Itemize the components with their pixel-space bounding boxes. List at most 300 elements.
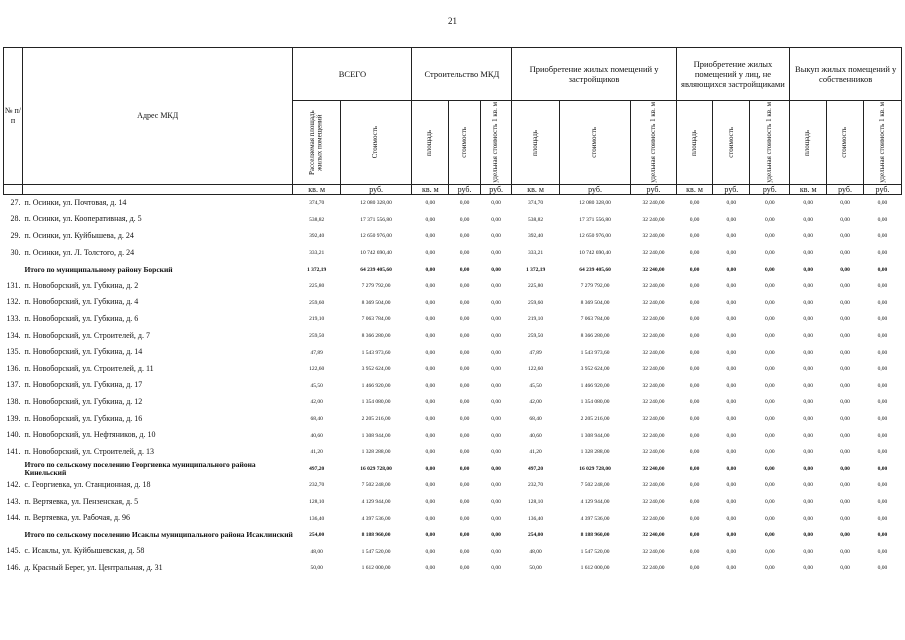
value-cell: 0,00 [491, 498, 501, 505]
value-cell: 4 129 944,00 [361, 498, 391, 505]
value-cell: 2 205 216,00 [580, 415, 610, 422]
unit-sqm: кв. м [412, 185, 449, 195]
value-cell: 4 129 944,00 [580, 498, 610, 505]
value-cell: 7 502 248,00 [580, 482, 610, 489]
value-cell: 8 369 504,00 [580, 299, 610, 306]
value-cell: 0,00 [877, 482, 888, 489]
value-cell: 0,00 [764, 283, 775, 290]
value-cell: 0,00 [689, 415, 700, 422]
value-cell: 17 371 556,80 [579, 216, 611, 223]
value-cell: 136,40 [309, 515, 325, 522]
value-cell: 0,00 [840, 233, 850, 240]
row-number: 135. [6, 347, 21, 357]
value-cell: 0,00 [726, 366, 737, 373]
value-cell: 0,00 [726, 415, 737, 422]
value-cell: 122,60 [528, 366, 544, 373]
value-cell: 0,00 [726, 532, 737, 539]
subtotal-label: Итого по сельскому поселению Георгиевка муниципального района Кинельский [24, 459, 256, 477]
value-cell: 0,00 [491, 415, 501, 422]
address-cell: п. Новоборский, ул. Губкина, д. 2 [24, 280, 139, 290]
value-cell: 16 029 728,00 [579, 465, 611, 472]
value-cell: 0,00 [877, 333, 888, 340]
value-cell: 32 240,00 [642, 349, 665, 356]
unit-rub: руб. [449, 185, 481, 195]
value-cell: 0,00 [459, 565, 470, 572]
table-row [4, 245, 902, 262]
value-cell: 0,00 [425, 283, 436, 290]
address-cell: п. Осинки, ул. Куйбышева, д. 24 [24, 231, 134, 241]
value-cell: 68,40 [310, 415, 323, 422]
value-cell: 128,10 [309, 498, 325, 505]
value-cell: 0,00 [840, 299, 850, 306]
value-cell: 32 240,00 [642, 316, 665, 323]
value-cell: 0,00 [491, 366, 501, 373]
value-cell: 0,00 [764, 399, 775, 406]
value-cell: 0,00 [877, 498, 888, 505]
table-row [4, 228, 902, 245]
group-buyout-owners-header: Выкуп жилых помещений у собственников [790, 48, 902, 101]
value-cell: 0,00 [689, 333, 700, 340]
value-cell: 0,00 [459, 498, 470, 505]
value-cell: 8 366 280,00 [580, 333, 610, 340]
table-row [4, 378, 902, 395]
address-cell: п. Вертяевка, ул. Рабочая, д. 96 [24, 513, 131, 523]
value-cell: 0,00 [726, 515, 737, 522]
value-cell: 0,00 [689, 250, 700, 257]
value-cell: 0,00 [689, 465, 700, 472]
value-cell: 0,00 [491, 432, 501, 439]
value-cell: 0,00 [764, 216, 775, 223]
value-cell: 392,40 [309, 233, 325, 240]
value-cell: 219,10 [528, 316, 544, 323]
value-cell: 68,40 [529, 415, 542, 422]
value-cell: 497,20 [528, 465, 544, 472]
unit-sqm: кв. м [512, 185, 559, 195]
value-cell: 0,00 [840, 250, 850, 257]
value-cell: 0,00 [764, 432, 775, 439]
value-cell: 0,00 [425, 449, 436, 456]
value-cell: 0,00 [877, 366, 888, 373]
value-cell: 0,00 [491, 399, 501, 406]
value-cell: 122,60 [309, 366, 325, 373]
value-cell: 16 029 728,00 [360, 465, 392, 472]
value-cell: 0,00 [726, 266, 737, 273]
row-number: 27. [10, 197, 21, 207]
value-cell: 0,00 [425, 482, 436, 489]
row-number: 136. [6, 363, 21, 373]
value-cell: 0,00 [459, 299, 470, 306]
value-cell: 1 466 920,00 [580, 382, 610, 389]
value-cell: 0,00 [877, 465, 888, 472]
value-cell: 32 240,00 [642, 565, 665, 572]
value-cell: 0,00 [491, 316, 501, 323]
table-row [4, 444, 902, 461]
table-row [4, 361, 902, 378]
value-cell: 0,00 [491, 532, 501, 539]
row-number: 139. [6, 413, 21, 423]
value-cell: 0,00 [689, 200, 700, 207]
value-cell: 0,00 [425, 532, 436, 539]
value-cell: 0,00 [840, 482, 850, 489]
value-cell: 0,00 [689, 449, 700, 456]
value-cell: 259,50 [528, 333, 544, 340]
value-cell: 0,00 [726, 333, 737, 340]
value-cell: 0,00 [840, 532, 850, 539]
value-cell: 0,00 [689, 283, 700, 290]
table-row [4, 427, 902, 444]
value-cell: 333,21 [309, 250, 325, 257]
value-cell: 0,00 [764, 250, 775, 257]
address-cell: п. Новоборский, ул. Губкина, д. 17 [24, 380, 143, 390]
value-cell: 259,50 [309, 333, 325, 340]
subheader-cost: стоимость [827, 101, 864, 185]
value-cell: 1 308 944,00 [361, 432, 391, 439]
address-cell: п. Новоборский, ул. Губкина, д. 6 [24, 314, 139, 324]
value-cell: 0,00 [877, 349, 888, 356]
address-cell: п. Новоборский, ул. Строителей, д. 7 [24, 330, 150, 340]
value-cell: 48,00 [310, 548, 323, 555]
value-cell: 0,00 [689, 532, 700, 539]
value-cell: 0,00 [491, 449, 501, 456]
row-number: 145. [6, 546, 21, 556]
value-cell: 0,00 [803, 465, 814, 472]
value-cell: 41,20 [310, 449, 323, 456]
value-cell: 0,00 [803, 349, 814, 356]
value-cell: 0,00 [840, 216, 850, 223]
value-cell: 0,00 [459, 532, 470, 539]
value-cell: 0,00 [726, 399, 737, 406]
value-cell: 12 080 328,00 [579, 200, 611, 207]
value-cell: 0,00 [459, 200, 470, 207]
value-cell: 392,40 [528, 233, 544, 240]
value-cell: 64 239 405,60 [360, 266, 392, 273]
value-cell: 232,70 [309, 482, 325, 489]
value-cell: 0,00 [840, 432, 850, 439]
value-cell: 0,00 [425, 349, 436, 356]
value-cell: 0,00 [689, 382, 700, 389]
value-cell: 0,00 [425, 250, 436, 257]
value-cell: 0,00 [425, 333, 436, 340]
unit-blank [4, 185, 23, 195]
value-cell: 32 240,00 [642, 250, 665, 257]
col-num-header: № п/п [4, 48, 23, 185]
address-cell: п. Новоборский, ул. Губкина, д. 12 [24, 397, 143, 407]
value-cell: 32 240,00 [642, 465, 665, 472]
table-row [4, 295, 902, 312]
value-cell: 0,00 [764, 316, 775, 323]
value-cell: 0,00 [840, 415, 850, 422]
value-cell: 40,60 [310, 432, 323, 439]
unit-rub: руб. [559, 185, 631, 195]
value-cell: 128,10 [528, 498, 544, 505]
value-cell: 0,00 [459, 399, 470, 406]
value-cell: 0,00 [425, 366, 436, 373]
value-cell: 32 240,00 [642, 266, 665, 273]
value-cell: 64 239 405,60 [579, 266, 611, 273]
address-cell: п. Новоборский, ул. Губкина, д. 14 [24, 347, 143, 357]
value-cell: 0,00 [840, 565, 850, 572]
value-cell: 0,00 [840, 548, 850, 555]
unit-blank [22, 185, 293, 195]
table-row [4, 494, 902, 511]
value-cell: 0,00 [491, 465, 501, 472]
unit-rub: руб. [863, 185, 901, 195]
value-cell: 32 240,00 [642, 449, 665, 456]
value-cell: 0,00 [425, 299, 436, 306]
value-cell: 0,00 [803, 333, 814, 340]
value-cell: 8 188 960,00 [361, 532, 391, 539]
value-cell: 497,20 [309, 465, 325, 472]
address-cell: п. Новоборский, ул. Губкина, д. 4 [24, 297, 139, 307]
value-cell: 0,00 [425, 382, 436, 389]
value-cell: 0,00 [459, 333, 470, 340]
address-cell: п. Осинки, ул. Почтовая, д. 14 [24, 197, 127, 207]
unit-rub: руб. [340, 185, 412, 195]
value-cell: 8 366 280,00 [361, 333, 391, 340]
table-row [4, 510, 902, 527]
value-cell: 7 279 792,00 [580, 283, 610, 290]
row-number: 137. [6, 380, 21, 390]
value-cell: 0,00 [877, 316, 888, 323]
value-cell: 0,00 [840, 333, 850, 340]
unit-sqm: кв. м [790, 185, 827, 195]
value-cell: 12 650 976,00 [360, 233, 392, 240]
col-address-header: Адрес МКД [22, 48, 293, 185]
value-cell: 0,00 [803, 548, 814, 555]
value-cell: 0,00 [877, 382, 888, 389]
value-cell: 0,00 [425, 515, 436, 522]
value-cell: 0,00 [877, 266, 888, 273]
value-cell: 0,00 [764, 382, 775, 389]
value-cell: 0,00 [425, 548, 436, 555]
value-cell: 0,00 [840, 449, 850, 456]
value-cell: 42,00 [529, 399, 542, 406]
table-row [4, 543, 902, 560]
value-cell: 1 354 080,00 [580, 399, 610, 406]
value-cell: 0,00 [491, 250, 501, 257]
value-cell: 0,00 [459, 415, 470, 422]
value-cell: 0,00 [689, 366, 700, 373]
value-cell: 2 205 216,00 [361, 415, 391, 422]
value-cell: 259,60 [528, 299, 544, 306]
address-cell: п. Осинки, ул. Кооперативная, д. 5 [24, 214, 142, 224]
value-cell: 0,00 [491, 349, 501, 356]
value-cell: 0,00 [689, 399, 700, 406]
value-cell: 0,00 [764, 415, 775, 422]
row-number: 29. [10, 231, 21, 241]
value-cell: 0,00 [425, 200, 436, 207]
value-cell: 0,00 [840, 283, 850, 290]
unit-sqm: кв. м [676, 185, 713, 195]
value-cell: 0,00 [877, 233, 888, 240]
value-cell: 1 466 920,00 [361, 382, 391, 389]
value-cell: 0,00 [764, 565, 775, 572]
value-cell: 1 547 520,00 [580, 548, 610, 555]
value-cell: 32 240,00 [642, 498, 665, 505]
value-cell: 1 372,19 [307, 266, 327, 273]
value-cell: 0,00 [491, 382, 501, 389]
value-cell: 0,00 [726, 316, 737, 323]
value-cell: 0,00 [689, 432, 700, 439]
value-cell: 0,00 [877, 515, 888, 522]
value-cell: 0,00 [491, 233, 501, 240]
value-cell: 0,00 [726, 283, 737, 290]
value-cell: 0,00 [425, 565, 436, 572]
value-cell: 0,00 [689, 266, 700, 273]
address-cell: п. Новоборский, ул. Губкина, д. 16 [24, 413, 143, 423]
value-cell: 0,00 [459, 216, 470, 223]
value-cell: 0,00 [726, 432, 737, 439]
value-cell: 32 240,00 [642, 382, 665, 389]
value-cell: 0,00 [803, 299, 814, 306]
subheader-cost: стоимость [449, 101, 481, 185]
value-cell: 0,00 [491, 283, 501, 290]
value-cell: 0,00 [877, 250, 888, 257]
value-cell: 259,60 [309, 299, 325, 306]
subheader-area: площадь [790, 101, 827, 185]
row-number: 133. [6, 314, 21, 324]
value-cell: 0,00 [764, 465, 775, 472]
value-cell: 0,00 [840, 382, 850, 389]
value-cell: 0,00 [425, 216, 436, 223]
value-cell: 0,00 [840, 316, 850, 323]
subheader-unit-cost: удельная стоимость 1 кв. м [480, 101, 512, 185]
value-cell: 0,00 [459, 266, 470, 273]
value-cell: 0,00 [840, 498, 850, 505]
value-cell: 1 308 944,00 [580, 432, 610, 439]
value-cell: 0,00 [877, 216, 888, 223]
value-cell: 45,50 [529, 382, 542, 389]
value-cell: 10 742 690,40 [360, 250, 392, 257]
value-cell: 0,00 [491, 200, 501, 207]
value-cell: 32 240,00 [642, 216, 665, 223]
value-cell: 0,00 [491, 333, 501, 340]
value-cell: 0,00 [459, 382, 470, 389]
value-cell: 538,82 [528, 216, 544, 223]
value-cell: 0,00 [425, 266, 436, 273]
value-cell: 0,00 [764, 333, 775, 340]
value-cell: 40,60 [529, 432, 542, 439]
subtotal-row [4, 527, 902, 544]
value-cell: 0,00 [803, 532, 814, 539]
table-row [4, 212, 902, 229]
value-cell: 0,00 [459, 515, 470, 522]
value-cell: 17 371 556,80 [360, 216, 392, 223]
value-cell: 0,00 [764, 482, 775, 489]
value-cell: 254,00 [309, 532, 325, 539]
value-cell: 0,00 [491, 266, 501, 273]
value-cell: 0,00 [726, 465, 737, 472]
value-cell: 219,10 [309, 316, 325, 323]
value-cell: 45,50 [310, 382, 323, 389]
value-cell: 0,00 [459, 283, 470, 290]
value-cell: 4 397 536,00 [580, 515, 610, 522]
value-cell: 0,00 [689, 299, 700, 306]
unit-rub: руб. [480, 185, 512, 195]
subtotal-row [4, 461, 902, 478]
value-cell: 0,00 [803, 233, 814, 240]
value-cell: 232,70 [528, 482, 544, 489]
value-cell: 538,82 [309, 216, 325, 223]
table-row [4, 278, 902, 295]
row-number: 28. [10, 214, 21, 224]
value-cell: 0,00 [764, 366, 775, 373]
table-header [4, 48, 902, 195]
table-row [4, 328, 902, 345]
unit-rub: руб. [827, 185, 864, 195]
value-cell: 0,00 [877, 565, 888, 572]
value-cell: 0,00 [803, 266, 814, 273]
value-cell: 1 354 080,00 [361, 399, 391, 406]
subheader-unit-cost: удельная стоимость 1 кв. м [631, 101, 676, 185]
value-cell: 7 063 784,00 [361, 316, 391, 323]
value-cell: 0,00 [803, 415, 814, 422]
value-cell: 0,00 [491, 216, 501, 223]
value-cell: 32 240,00 [642, 200, 665, 207]
row-number: 146. [6, 562, 21, 572]
table-row [4, 411, 902, 428]
value-cell: 0,00 [459, 465, 470, 472]
value-cell: 0,00 [726, 449, 737, 456]
address-cell: д. Красный Берег, ул. Центральная, д. 31 [24, 562, 163, 572]
value-cell: 0,00 [764, 349, 775, 356]
value-cell: 3 952 624,00 [361, 366, 391, 373]
value-cell: 0,00 [764, 266, 775, 273]
value-cell: 0,00 [764, 532, 775, 539]
value-cell: 0,00 [459, 449, 470, 456]
value-cell: 1 547 520,00 [361, 548, 391, 555]
address-cell: п. Осинки, ул. Л. Толстого, д. 24 [24, 247, 135, 257]
value-cell: 0,00 [877, 415, 888, 422]
value-cell: 0,00 [491, 548, 501, 555]
value-cell: 0,00 [491, 482, 501, 489]
value-cell: 0,00 [803, 283, 814, 290]
table-row [4, 311, 902, 328]
group-purchase-non-developers-header: Приобретение жилых помещений у лиц, не являющихся застройщиками [676, 48, 790, 101]
value-cell: 0,00 [726, 382, 737, 389]
table-row [4, 344, 902, 361]
value-cell: 1 328 288,00 [580, 449, 610, 456]
value-cell: 0,00 [764, 200, 775, 207]
value-cell: 0,00 [726, 482, 737, 489]
table-body [4, 195, 902, 577]
value-cell: 0,00 [491, 515, 501, 522]
unit-sqm: кв. м [293, 185, 340, 195]
value-cell: 0,00 [840, 515, 850, 522]
value-cell: 225,80 [309, 283, 325, 290]
value-cell: 0,00 [726, 216, 737, 223]
value-cell: 0,00 [764, 449, 775, 456]
value-cell: 0,00 [877, 283, 888, 290]
value-cell: 0,00 [689, 565, 700, 572]
resettlement-table [3, 47, 902, 577]
value-cell: 0,00 [877, 449, 888, 456]
value-cell: 0,00 [459, 366, 470, 373]
value-cell: 0,00 [803, 515, 814, 522]
value-cell: 0,00 [840, 465, 850, 472]
value-cell: 0,00 [689, 498, 700, 505]
value-cell: 7 502 248,00 [361, 482, 391, 489]
value-cell: 0,00 [764, 299, 775, 306]
value-cell: 225,80 [528, 283, 544, 290]
row-number: 132. [6, 297, 21, 307]
value-cell: 0,00 [840, 200, 850, 207]
row-number [4, 527, 23, 544]
value-cell: 0,00 [803, 382, 814, 389]
subheader-unit-cost: удельная стоимость 1 кв. м [863, 101, 901, 185]
row-number: 144. [6, 513, 21, 523]
value-cell: 41,20 [529, 449, 542, 456]
